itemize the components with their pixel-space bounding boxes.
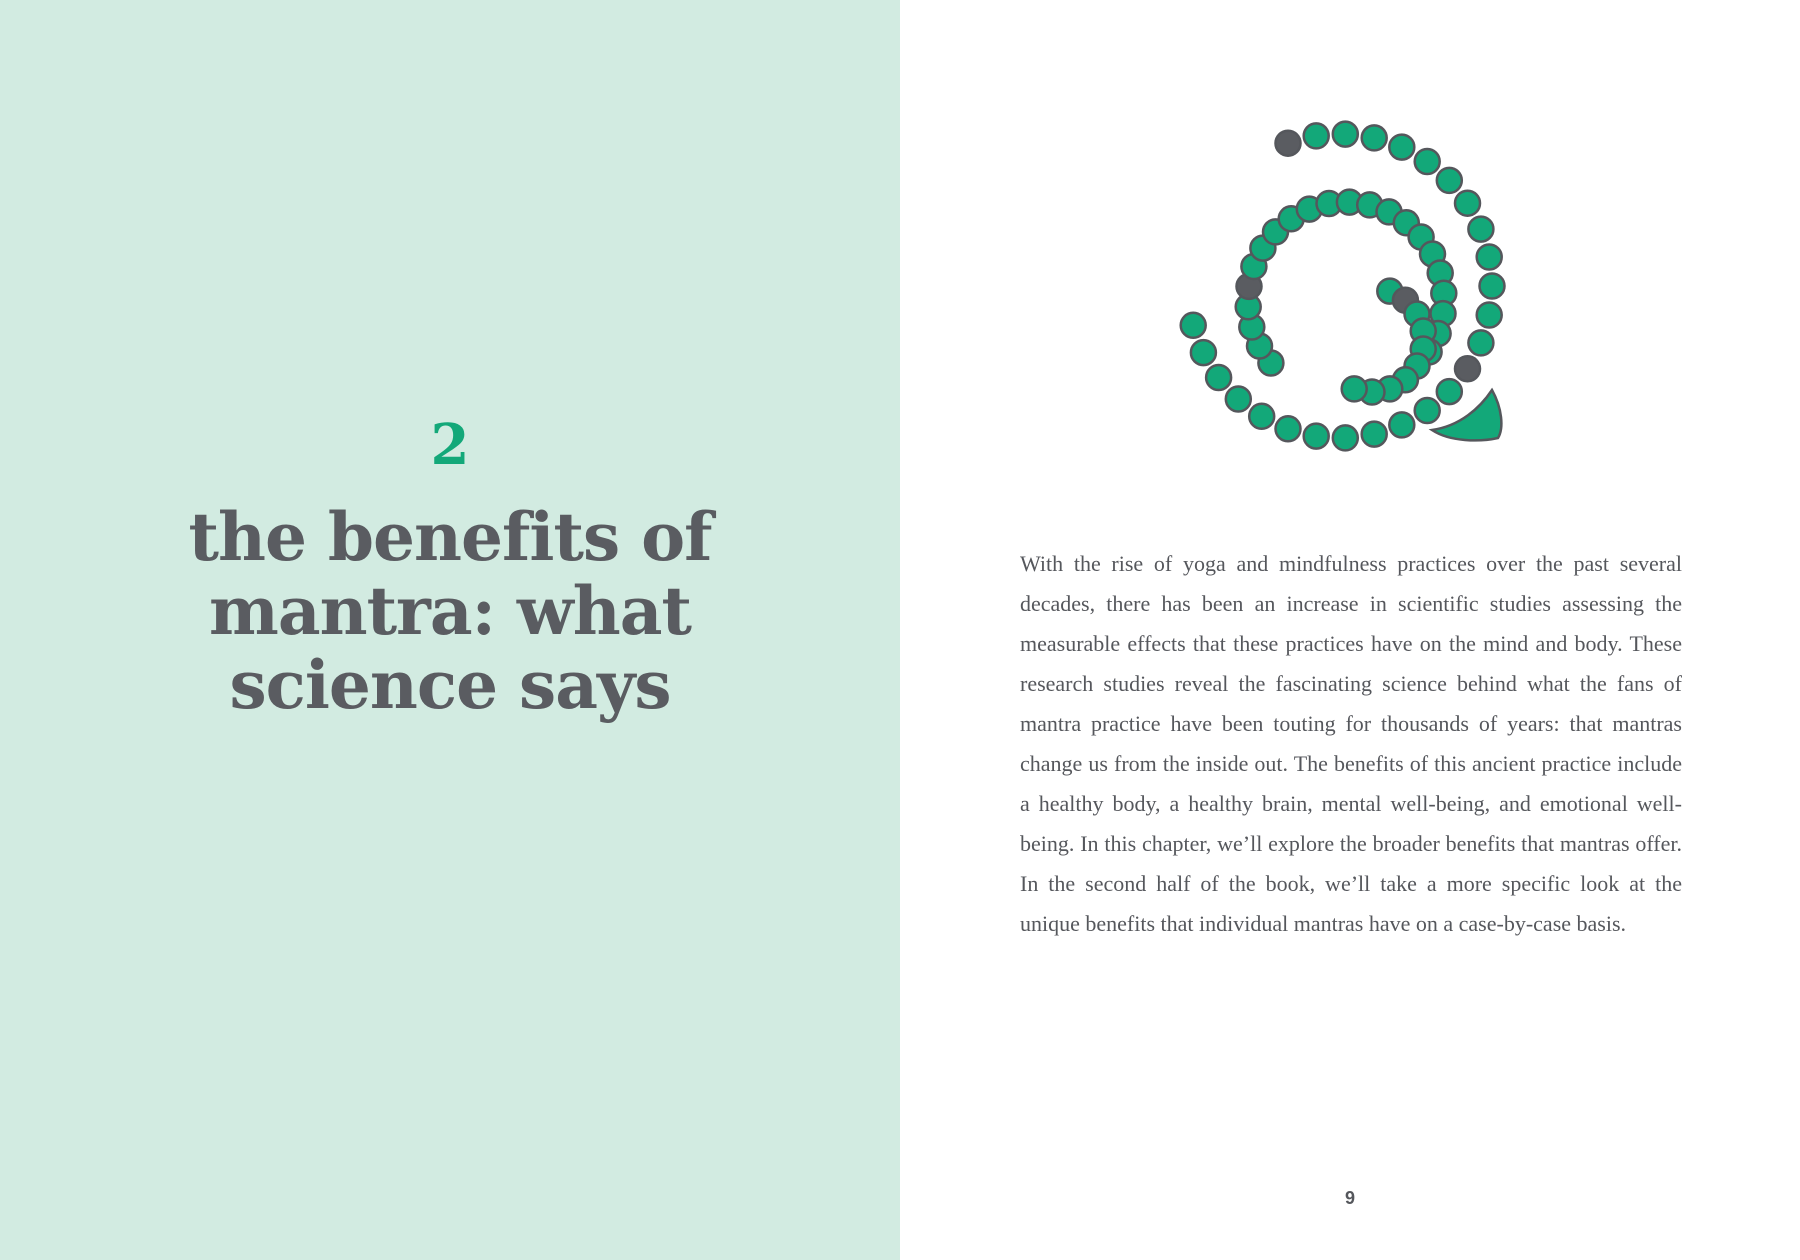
bead — [1249, 404, 1274, 429]
right-page — [900, 0, 1800, 1260]
page-number: 9 — [1344, 1188, 1355, 1208]
mala-beads-icon — [1140, 108, 1540, 488]
bead — [1333, 425, 1358, 450]
bead — [1437, 168, 1462, 193]
mala-beads — [1181, 122, 1505, 451]
bead — [1455, 191, 1480, 216]
bead — [1181, 313, 1206, 338]
bead — [1276, 416, 1301, 441]
bead — [1226, 387, 1251, 412]
chapter-title: the benefits of mantra: what science says — [188, 498, 712, 724]
bead — [1437, 379, 1462, 404]
bead — [1389, 412, 1414, 437]
bead — [1206, 365, 1231, 390]
bead — [1304, 123, 1329, 148]
bead — [1362, 422, 1387, 447]
guru-bead — [1455, 356, 1480, 381]
bead — [1362, 125, 1387, 150]
bead — [1480, 274, 1505, 299]
bead — [1415, 398, 1440, 423]
bead — [1342, 376, 1367, 401]
bead — [1333, 122, 1358, 147]
bead — [1477, 245, 1502, 270]
chapter-number: 2 — [430, 412, 470, 478]
bead — [1415, 149, 1440, 174]
bead — [1468, 330, 1493, 355]
bead — [1468, 217, 1493, 242]
bead — [1304, 424, 1329, 449]
bead — [1477, 303, 1502, 328]
bead — [1389, 135, 1414, 160]
bead — [1191, 340, 1216, 365]
guru-bead — [1276, 131, 1301, 156]
body-text: With the rise of yoga and mindfulness practices over the past several decades, there has been an increase in scientific studies assessing the measurable effects that these practices have on the mind and body. These research studies reveal the fascinating science behind what the fans of mantra practice have been touting for thousands of years: that mantras change us from the inside out. The benefits of this ancient practice include a healthy body, a healthy brain, mental well-being, and emotional well-being. In this chapter, we’ll explore the broader benefits that mantras offer. In the second half of the book, we’ll take a more specific look at the unique benefits that individual mantras have on a case-by-case basis. — [1020, 551, 1682, 936]
